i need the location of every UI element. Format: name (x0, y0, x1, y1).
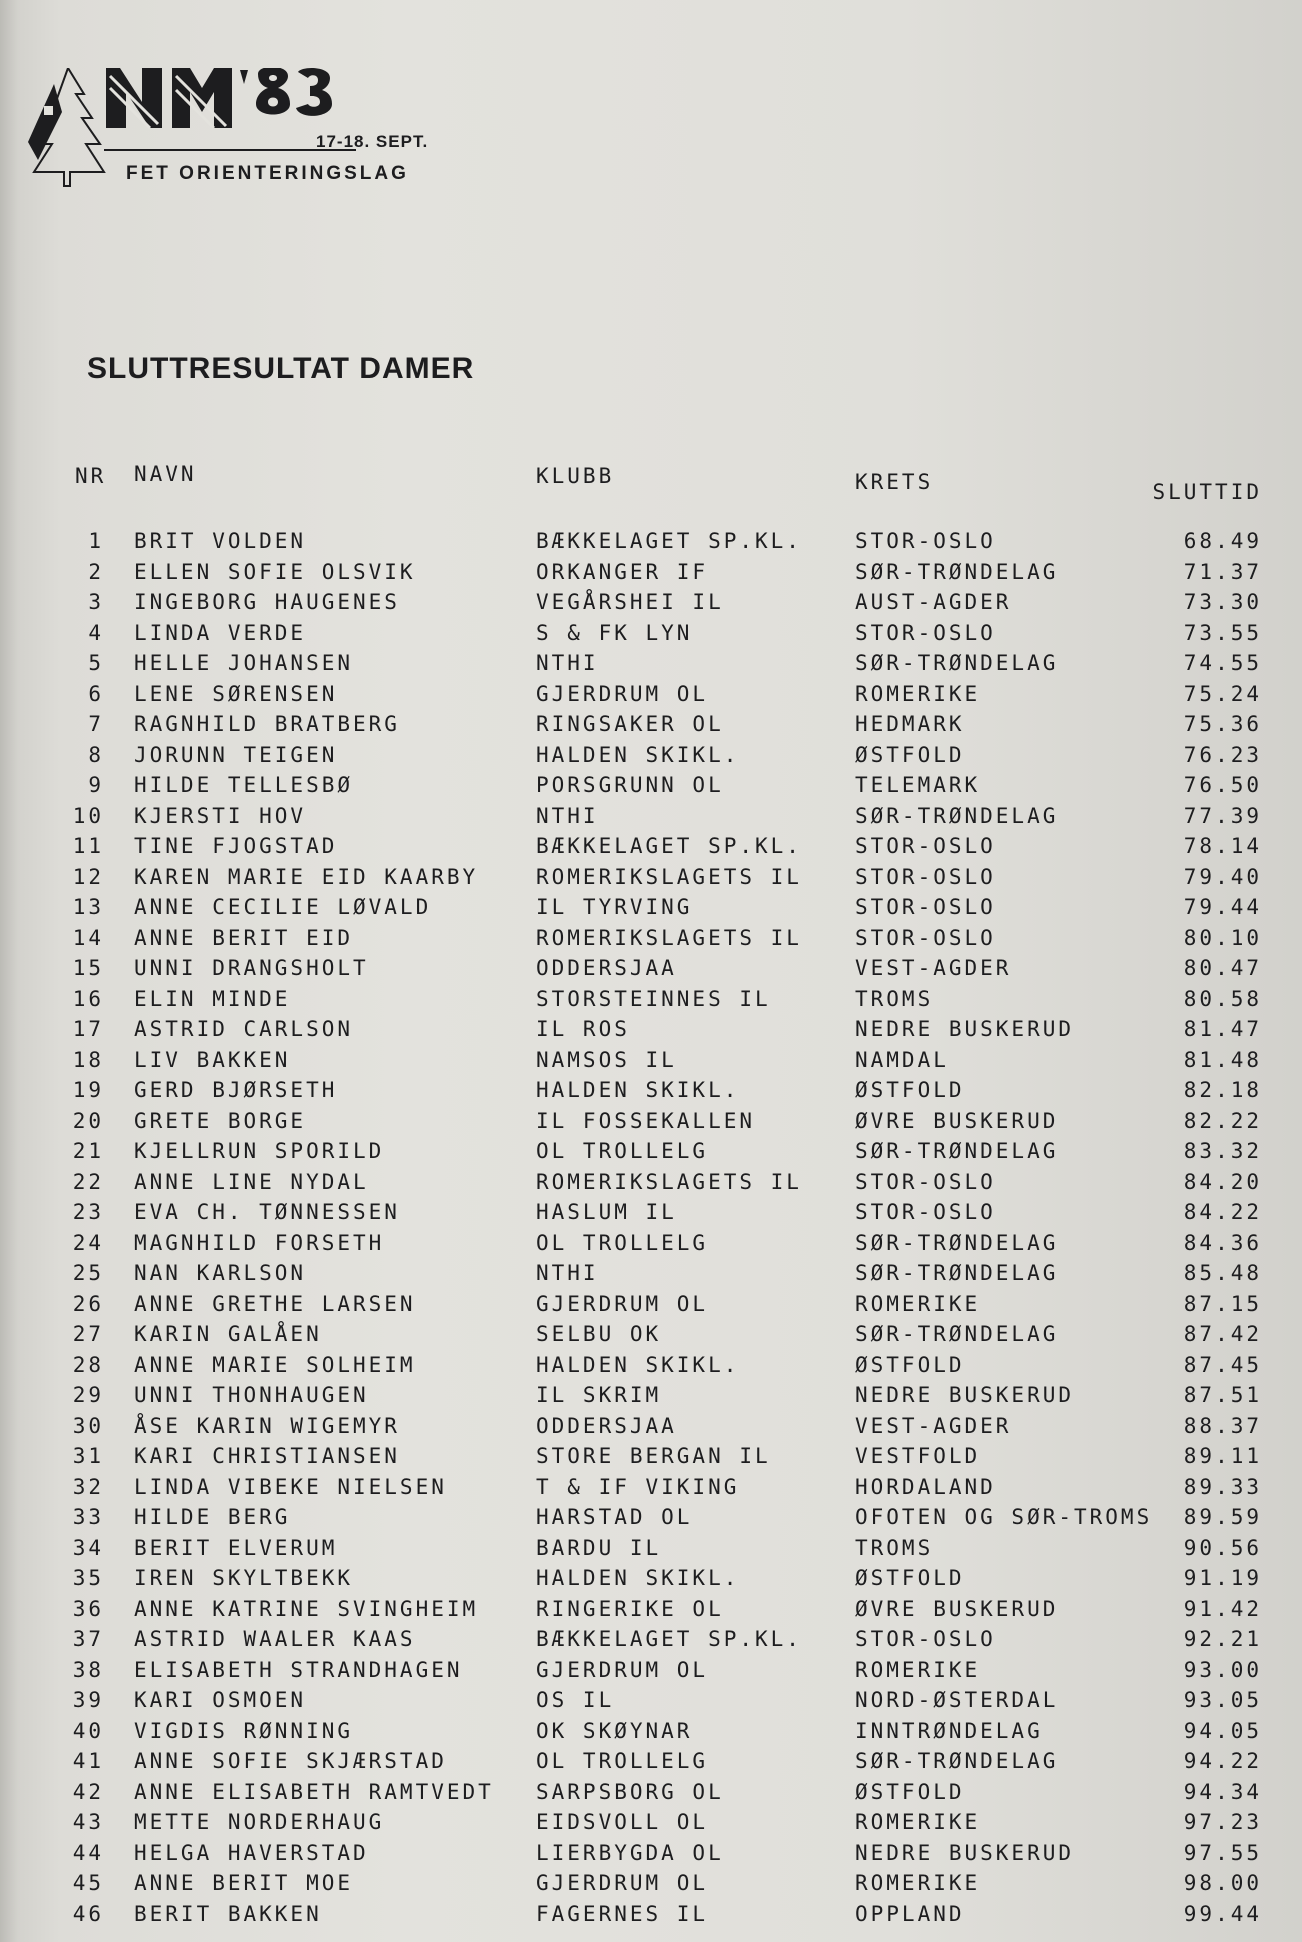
table-row (70, 587, 1270, 618)
cell-sluttid: 89.11 (1183, 1444, 1262, 1468)
cell-navn: LINDA VERDE (134, 620, 307, 645)
cell-sluttid: 84.20 (1183, 1169, 1262, 1194)
table-row (70, 1197, 1270, 1228)
cell-navn: ANNE BERIT EID (134, 925, 354, 950)
cell-navn: IREN SKYLTBEKK (134, 1566, 354, 1590)
cell-krets: STOR-OSLO (855, 895, 996, 919)
cell-sluttid: 76.23 (1183, 742, 1262, 767)
cell-sluttid: 94.22 (1183, 1749, 1262, 1773)
cell-krets: ØVRE BUSKERUD (855, 1108, 1059, 1133)
table-row (70, 892, 1270, 923)
tree-flag-icon (28, 68, 104, 186)
cell-navn: RAGNHILD BRATBERG (134, 712, 400, 736)
cell-nr: 44 (72, 1840, 104, 1865)
cell-navn: ELLEN SOFIE OLSVIK (134, 559, 416, 584)
page-title: SLUTTRESULTAT DAMER (87, 352, 475, 385)
cell-klubb: EIDSVOLL OL (536, 1810, 709, 1834)
cell-sluttid: 73.55 (1183, 620, 1262, 645)
cell-navn: HILDE BERG (134, 1505, 291, 1529)
cell-navn: VIGDIS RØNNING (134, 1718, 354, 1743)
cell-klubb: IL ROS (536, 1017, 630, 1041)
table-row (70, 1045, 1270, 1076)
cell-sluttid: 75.36 (1183, 712, 1262, 736)
cell-klubb: GJERDRUM OL (536, 681, 709, 706)
cell-sluttid: 87.45 (1183, 1352, 1262, 1377)
header-krets: KRETS (855, 470, 934, 494)
cell-navn: KJERSTI HOV (134, 803, 307, 828)
cell-sluttid: 88.37 (1183, 1413, 1262, 1438)
cell-klubb: NTHI (536, 1261, 599, 1285)
table-row (70, 740, 1270, 771)
cell-sluttid: 84.22 (1183, 1200, 1262, 1224)
table-row (70, 1167, 1270, 1198)
cell-krets: HORDALAND (855, 1474, 996, 1499)
cell-krets: AUST-AGDER (855, 590, 1012, 614)
table-row (70, 1350, 1270, 1381)
cell-sluttid: 91.19 (1183, 1566, 1262, 1590)
cell-krets: STOR-OSLO (855, 1627, 996, 1651)
table-row (70, 1441, 1270, 1472)
cell-nr: 33 (72, 1505, 104, 1529)
cell-klubb: OL TROLLELG (536, 1230, 709, 1255)
cell-krets: SØR-TRØNDELAG (855, 559, 1059, 584)
cell-klubb: IL TYRVING (536, 895, 693, 919)
cell-klubb: HALDEN SKIKL. (536, 742, 740, 767)
cell-krets: NEDRE BUSKERUD (855, 1383, 1075, 1407)
nm-letters-icon (106, 68, 332, 128)
cell-klubb: OL TROLLELG (536, 1139, 709, 1163)
cell-klubb: HALDEN SKIKL. (536, 1352, 740, 1377)
cell-krets: SØR-TRØNDELAG (855, 1139, 1059, 1163)
cell-sluttid: 87.15 (1183, 1291, 1262, 1316)
cell-klubb: ORKANGER IF (536, 559, 709, 584)
cell-klubb: SELBU OK (536, 1322, 662, 1346)
cell-sluttid: 73.30 (1183, 590, 1262, 614)
cell-krets: STOR-OSLO (855, 925, 996, 950)
cell-krets: SØR-TRØNDELAG (855, 651, 1059, 675)
table-row (70, 1807, 1270, 1838)
cell-krets: HEDMARK (855, 712, 965, 736)
cell-nr: 43 (72, 1810, 104, 1834)
cell-krets: SØR-TRØNDELAG (855, 1322, 1059, 1346)
cell-nr: 6 (88, 681, 104, 706)
cell-nr: 34 (72, 1535, 104, 1560)
cell-navn: UNNI DRANGSHOLT (134, 956, 369, 980)
cell-klubb: GJERDRUM OL (536, 1657, 709, 1682)
organizer-name: FET ORIENTERINGSLAG (126, 163, 409, 184)
table-row (70, 923, 1270, 954)
cell-sluttid: 76.50 (1183, 773, 1262, 797)
cell-nr: 27 (72, 1322, 104, 1346)
cell-klubb: RINGERIKE OL (536, 1596, 724, 1621)
table-row (70, 648, 1270, 679)
cell-navn: ANNE MARIE SOLHEIM (134, 1352, 416, 1377)
cell-krets: ROMERIKE (855, 681, 981, 706)
cell-krets: ROMERIKE (855, 1657, 981, 1682)
cell-navn: KJELLRUN SPORILD (134, 1139, 385, 1163)
table-row (70, 1594, 1270, 1625)
table-row (70, 1258, 1270, 1289)
cell-sluttid: 80.58 (1183, 986, 1262, 1011)
cell-krets: ØSTFOLD (855, 1352, 965, 1377)
cell-klubb: FAGERNES IL (536, 1901, 709, 1926)
cell-klubb: HASLUM IL (536, 1200, 677, 1224)
cell-sluttid: 74.55 (1183, 651, 1262, 675)
table-row (70, 801, 1270, 832)
cell-nr: 17 (72, 1017, 104, 1041)
cell-nr: 4 (88, 620, 104, 645)
cell-klubb: IL FOSSEKALLEN (536, 1108, 756, 1133)
cell-nr: 26 (72, 1291, 104, 1316)
cell-krets: TROMS (855, 986, 934, 1011)
cell-krets: SØR-TRØNDELAG (855, 803, 1059, 828)
cell-sluttid: 85.48 (1183, 1261, 1262, 1285)
cell-navn: ANNE KATRINE SVINGHEIM (134, 1596, 479, 1621)
cell-krets: VEST-AGDER (855, 1413, 1012, 1438)
table-row (70, 862, 1270, 893)
cell-nr: 45 (72, 1871, 104, 1895)
cell-nr: 37 (72, 1627, 104, 1651)
cell-nr: 38 (72, 1657, 104, 1682)
cell-nr: 12 (72, 864, 104, 889)
table-row (70, 1106, 1270, 1137)
cell-klubb: LIERBYGDA OL (536, 1840, 724, 1865)
cell-krets: ROMERIKE (855, 1810, 981, 1834)
cell-navn: ELISABETH STRANDHAGEN (134, 1657, 463, 1682)
cell-navn: UNNI THONHAUGEN (134, 1383, 369, 1407)
cell-sluttid: 87.42 (1183, 1322, 1262, 1346)
cell-klubb: NTHI (536, 651, 599, 675)
table-row (70, 618, 1270, 649)
cell-nr: 31 (72, 1444, 104, 1468)
cell-sluttid: 81.47 (1183, 1017, 1262, 1041)
cell-klubb: BÆKKELAGET SP.KL. (536, 529, 802, 553)
cell-nr: 14 (72, 925, 104, 950)
cell-krets: SØR-TRØNDELAG (855, 1230, 1059, 1255)
cell-navn: ASTRID CARLSON (134, 1017, 354, 1041)
cell-navn: KARIN GALÅEN (134, 1322, 322, 1346)
cell-klubb: ROMERIKSLAGETS IL (536, 925, 802, 950)
table-row (70, 1838, 1270, 1869)
table-row (70, 1380, 1270, 1411)
cell-krets: ØSTFOLD (855, 1779, 965, 1804)
cell-navn: GRETE BORGE (134, 1108, 307, 1133)
cell-navn: HELGA HAVERSTAD (134, 1840, 369, 1865)
table-header (70, 456, 1270, 526)
header-sluttid: SLUTTID (1152, 480, 1262, 504)
table-row (70, 1716, 1270, 1747)
table-row (70, 1472, 1270, 1503)
cell-klubb: BÆKKELAGET SP.KL. (536, 1627, 802, 1651)
cell-nr: 11 (72, 834, 104, 858)
cell-sluttid: 82.22 (1183, 1108, 1262, 1133)
cell-nr: 32 (72, 1474, 104, 1499)
cell-nr: 10 (72, 803, 104, 828)
cell-navn: LIV BAKKEN (134, 1047, 291, 1072)
cell-sluttid: 89.59 (1183, 1505, 1262, 1529)
cell-navn: ÅSE KARIN WIGEMYR (134, 1413, 400, 1438)
cell-sluttid: 80.10 (1183, 925, 1262, 950)
table-row (70, 1533, 1270, 1564)
cell-sluttid: 84.36 (1183, 1230, 1262, 1255)
cell-krets: STOR-OSLO (855, 620, 996, 645)
table-row (70, 1319, 1270, 1350)
table-row (70, 1777, 1270, 1808)
cell-sluttid: 81.48 (1183, 1047, 1262, 1072)
table-row (70, 709, 1270, 740)
cell-nr: 42 (72, 1779, 104, 1804)
cell-sluttid: 89.33 (1183, 1474, 1262, 1499)
cell-nr: 9 (88, 773, 104, 797)
cell-navn: LINDA VIBEKE NIELSEN (134, 1474, 447, 1499)
cell-sluttid: 90.56 (1183, 1535, 1262, 1560)
table-row (70, 1228, 1270, 1259)
cell-sluttid: 71.37 (1183, 559, 1262, 584)
cell-klubb: T & IF VIKING (536, 1474, 740, 1499)
cell-klubb: STORE BERGAN IL (536, 1444, 771, 1468)
cell-navn: ASTRID WAALER KAAS (134, 1627, 416, 1651)
cell-sluttid: 93.00 (1183, 1657, 1262, 1682)
cell-klubb: OS IL (536, 1688, 615, 1712)
cell-navn: JORUNN TEIGEN (134, 742, 338, 767)
cell-sluttid: 97.23 (1183, 1810, 1262, 1834)
cell-navn: TINE FJOGSTAD (134, 834, 338, 858)
cell-krets: STOR-OSLO (855, 1169, 996, 1194)
table-row (70, 1075, 1270, 1106)
cell-navn: ELIN MINDE (134, 986, 291, 1011)
cell-krets: STOR-OSLO (855, 529, 996, 553)
cell-navn: ANNE LINE NYDAL (134, 1169, 369, 1194)
table-row (70, 1411, 1270, 1442)
cell-nr: 41 (72, 1749, 104, 1773)
cell-navn: HILDE TELLESBØ (134, 773, 354, 797)
cell-nr: 22 (72, 1169, 104, 1194)
table-row (70, 953, 1270, 984)
cell-navn: ANNE ELISABETH RAMTVEDT (134, 1779, 494, 1804)
cell-nr: 28 (72, 1352, 104, 1377)
cell-krets: OFOTEN OG SØR-TROMS (855, 1505, 1153, 1529)
cell-navn: KAREN MARIE EID KAARBY (134, 864, 479, 889)
cell-krets: ØVRE BUSKERUD (855, 1596, 1059, 1621)
table-row (70, 1655, 1270, 1686)
table-row (70, 984, 1270, 1015)
cell-klubb: OL TROLLELG (536, 1749, 709, 1773)
table-row (70, 1746, 1270, 1777)
cell-nr: 40 (72, 1718, 104, 1743)
cell-sluttid: 98.00 (1183, 1871, 1262, 1895)
cell-klubb: HALDEN SKIKL. (536, 1078, 740, 1102)
results-table (70, 456, 1270, 1929)
cell-nr: 46 (72, 1901, 104, 1926)
cell-klubb: ODDERSJAA (536, 1413, 677, 1438)
cell-krets: STOR-OSLO (855, 834, 996, 858)
cell-krets: SØR-TRØNDELAG (855, 1749, 1059, 1773)
cell-navn: ANNE CECILIE LØVALD (134, 895, 432, 919)
table-row (70, 1136, 1270, 1167)
cell-krets: NEDRE BUSKERUD (855, 1017, 1075, 1041)
cell-krets: ØSTFOLD (855, 742, 965, 767)
table-row (70, 1685, 1270, 1716)
cell-sluttid: 93.05 (1183, 1688, 1262, 1712)
cell-sluttid: 75.24 (1183, 681, 1262, 706)
cell-klubb: GJERDRUM OL (536, 1871, 709, 1895)
cell-nr: 24 (72, 1230, 104, 1255)
cell-nr: 15 (72, 956, 104, 980)
cell-krets: NAMDAL (855, 1047, 949, 1072)
cell-krets: STOR-OSLO (855, 864, 996, 889)
cell-krets: ROMERIKE (855, 1291, 981, 1316)
table-row (70, 831, 1270, 862)
table-row (70, 1563, 1270, 1594)
cell-navn: ANNE BERIT MOE (134, 1871, 354, 1895)
cell-sluttid: 92.21 (1183, 1627, 1262, 1651)
cell-klubb: VEGÅRSHEI IL (536, 590, 724, 614)
cell-krets: NORD-ØSTERDAL (855, 1688, 1059, 1712)
cell-nr: 23 (72, 1200, 104, 1224)
cell-sluttid: 80.47 (1183, 956, 1262, 980)
cell-nr: 7 (88, 712, 104, 736)
cell-nr: 1 (88, 529, 104, 553)
cell-navn: HELLE JOHANSEN (134, 651, 354, 675)
cell-klubb: BARDU IL (536, 1535, 662, 1560)
cell-sluttid: 94.05 (1183, 1718, 1262, 1743)
cell-krets: TROMS (855, 1535, 934, 1560)
cell-krets: TELEMARK (855, 773, 981, 797)
cell-klubb: SARPSBORG OL (536, 1779, 724, 1804)
cell-nr: 39 (72, 1688, 104, 1712)
table-row (70, 1289, 1270, 1320)
cell-klubb: S & FK LYN (536, 620, 693, 645)
table-row (70, 1502, 1270, 1533)
cell-nr: 36 (72, 1596, 104, 1621)
cell-nr: 16 (72, 986, 104, 1011)
cell-sluttid: 87.51 (1183, 1383, 1262, 1407)
cell-sluttid: 79.44 (1183, 895, 1262, 919)
event-dates: 17-18. SEPT. (316, 132, 429, 151)
cell-klubb: NAMSOS IL (536, 1047, 677, 1072)
cell-klubb: STORSTEINNES IL (536, 986, 771, 1011)
cell-nr: 5 (88, 651, 104, 675)
cell-sluttid: 94.34 (1183, 1779, 1262, 1804)
cell-navn: ANNE GRETHE LARSEN (134, 1291, 416, 1316)
cell-navn: LENE SØRENSEN (134, 681, 338, 706)
cell-nr: 19 (72, 1078, 104, 1102)
header-klubb: KLUBB (536, 464, 615, 488)
cell-klubb: RINGSAKER OL (536, 712, 724, 736)
table-row (70, 679, 1270, 710)
cell-nr: 20 (72, 1108, 104, 1133)
table-body (70, 526, 1270, 1929)
cell-navn: ANNE SOFIE SKJÆRSTAD (134, 1749, 447, 1773)
cell-klubb: HALDEN SKIKL. (536, 1566, 740, 1590)
cell-krets: ØSTFOLD (855, 1078, 965, 1102)
table-row (70, 1624, 1270, 1655)
cell-klubb: IL SKRIM (536, 1383, 662, 1407)
table-row (70, 557, 1270, 588)
cell-nr: 30 (72, 1413, 104, 1438)
cell-nr: 18 (72, 1047, 104, 1072)
cell-sluttid: 83.32 (1183, 1139, 1262, 1163)
cell-navn: EVA CH. TØNNESSEN (134, 1200, 400, 1224)
cell-krets: SØR-TRØNDELAG (855, 1261, 1059, 1285)
cell-nr: 35 (72, 1566, 104, 1590)
header-nr: NR (75, 464, 107, 488)
cell-krets: OPPLAND (855, 1901, 965, 1926)
cell-nr: 3 (88, 590, 104, 614)
cell-sluttid: 68.49 (1183, 529, 1262, 553)
cell-klubb: OK SKØYNAR (536, 1718, 693, 1743)
cell-klubb: ROMERIKSLAGETS IL (536, 1169, 802, 1194)
header-navn: NAVN (134, 462, 197, 486)
cell-navn: BRIT VOLDEN (134, 529, 307, 553)
cell-navn: BERIT BAKKEN (134, 1901, 322, 1926)
cell-klubb: ROMERIKSLAGETS IL (536, 864, 802, 889)
cell-sluttid: 77.39 (1183, 803, 1262, 828)
cell-krets: INNTRØNDELAG (855, 1718, 1043, 1743)
cell-nr: 8 (88, 742, 104, 767)
table-row (70, 526, 1270, 557)
cell-sluttid: 79.40 (1183, 864, 1262, 889)
cell-krets: VESTFOLD (855, 1444, 981, 1468)
cell-nr: 21 (72, 1139, 104, 1163)
cell-sluttid: 91.42 (1183, 1596, 1262, 1621)
cell-klubb: GJERDRUM OL (536, 1291, 709, 1316)
cell-krets: VEST-AGDER (855, 956, 1012, 980)
cell-sluttid: 82.18 (1183, 1078, 1262, 1102)
cell-navn: GERD BJØRSETH (134, 1078, 338, 1102)
cell-navn: KARI OSMOEN (134, 1688, 307, 1712)
cell-klubb: NTHI (536, 803, 599, 828)
cell-krets: NEDRE BUSKERUD (855, 1840, 1075, 1865)
cell-krets: ROMERIKE (855, 1871, 981, 1895)
event-logo (26, 68, 456, 194)
cell-sluttid: 97.55 (1183, 1840, 1262, 1865)
table-row (70, 1868, 1270, 1899)
cell-nr: 13 (72, 895, 104, 919)
cell-navn: INGEBORG HAUGENES (134, 590, 400, 614)
cell-nr: 29 (72, 1383, 104, 1407)
cell-sluttid: 99.44 (1183, 1901, 1262, 1926)
cell-klubb: HARSTAD OL (536, 1505, 693, 1529)
cell-krets: STOR-OSLO (855, 1200, 996, 1224)
cell-sluttid: 78.14 (1183, 834, 1262, 858)
table-row (70, 770, 1270, 801)
cell-navn: MAGNHILD FORSETH (134, 1230, 385, 1255)
cell-navn: BERIT ELVERUM (134, 1535, 338, 1560)
cell-navn: NAN KARLSON (134, 1261, 307, 1285)
cell-navn: METTE NORDERHAUG (134, 1810, 385, 1834)
table-row (70, 1899, 1270, 1930)
cell-klubb: PORSGRUNN OL (536, 773, 724, 797)
table-row (70, 1014, 1270, 1045)
cell-nr: 25 (72, 1261, 104, 1285)
cell-klubb: ODDERSJAA (536, 956, 677, 980)
cell-klubb: BÆKKELAGET SP.KL. (536, 834, 802, 858)
cell-navn: KARI CHRISTIANSEN (134, 1444, 400, 1468)
cell-nr: 2 (88, 559, 104, 584)
cell-krets: ØSTFOLD (855, 1566, 965, 1590)
